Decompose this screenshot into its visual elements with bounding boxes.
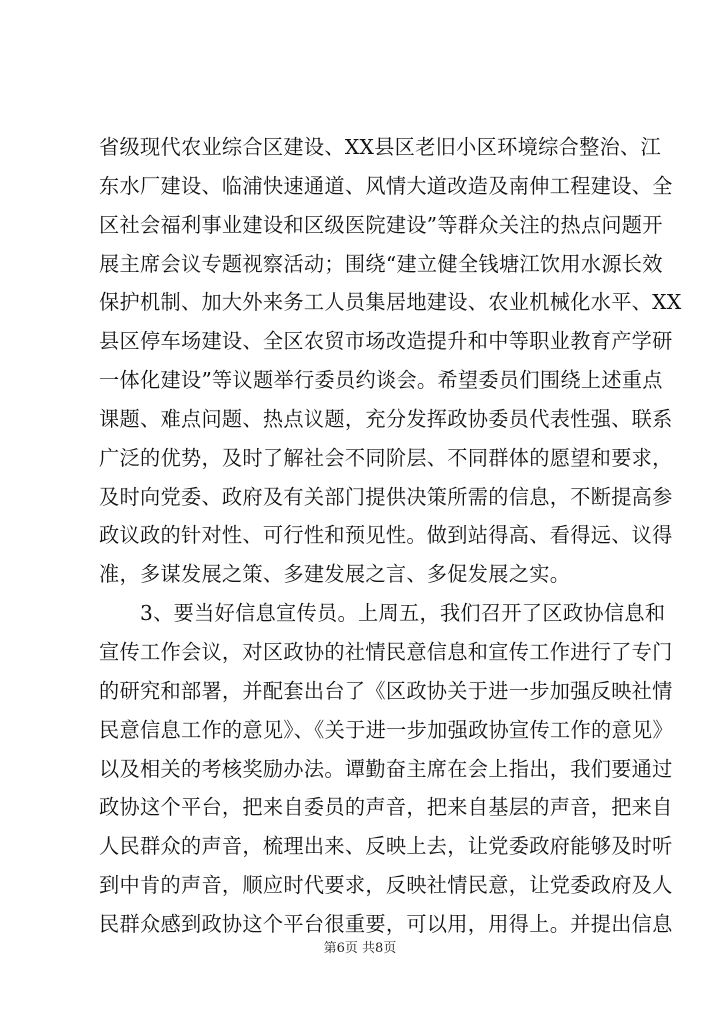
text-line: 广泛的优势，及时了解社会不同阶层、不同群体的愿望和要求， — [99, 445, 673, 470]
body-text — [99, 128, 682, 944]
text-line: 人民群众的声音，梳理出来、反映上去，让党委政府能够及时听 — [99, 834, 673, 859]
text-line: 政协这个平台，把来自委员的声音，把来自基层的声音，把来自 — [99, 795, 673, 820]
text-line: 以及相关的考核奖励办法。谭勤奋主席在会上指出，我们要通过 — [99, 756, 673, 781]
text-line: 省级现代农业综合区建设、XX县区老旧小区环境综合整治、江 — [99, 135, 662, 159]
text-line: 民群众感到政协这个平台很重要，可以用，用得上。并提出信息 — [99, 911, 673, 936]
text-line: 课题、难点问题、热点议题，充分发挥政协委员代表性强、联系 — [99, 406, 673, 431]
text-line: 准，多谋发展之策、多建发展之言、多促发展之实。 — [99, 562, 571, 587]
text-line: 到中肯的声音，顺应时代要求，反映社情民意，让党委政府及人 — [99, 873, 673, 898]
text-line: 县区停车场建设、全区农贸市场改造提升和中等职业教育产学研 — [99, 329, 673, 354]
paragraph-start-line: 3、要当好信息宣传员。上周五，我们召开了区政协信息和 — [99, 601, 666, 626]
text-line: 东水厂建设、临浦快速通道、风情大道改造及南伸工程建设、全 — [99, 173, 673, 198]
text-line: 宣传工作会议，对区政协的社情民意信息和宣传工作进行了专门 — [99, 639, 673, 664]
text-line: 一体化建设”等议题举行委员约谈会。希望委员们围绕上述重点 — [99, 368, 663, 393]
text-line: 展主席会议专题视察活动；围绕“建立健全钱塘江饮用水源长效 — [99, 251, 663, 276]
text-line: 政议政的针对性、可行性和预见性。做到站得高、看得远、议得 — [99, 523, 673, 548]
text-line: 民意信息工作的意见》、《关于进一步加强政协宣传工作的意见》 — [99, 717, 673, 742]
text-line: 的研究和部署，并配套出台了《区政协关于进一步加强反映社情 — [99, 678, 673, 703]
page-number-footer: 第6页 共8页 — [323, 941, 397, 956]
text-line: 及时向党委、政府及有关部门提供决策所需的信息，不断提高参 — [99, 484, 673, 509]
text-line: 区社会福利事业建设和区级医院建设”等群众关注的热点问题开 — [99, 212, 663, 237]
text-line: 保护机制、加大外来务工人员集居地建设、农业机械化水平、XX — [99, 290, 682, 315]
